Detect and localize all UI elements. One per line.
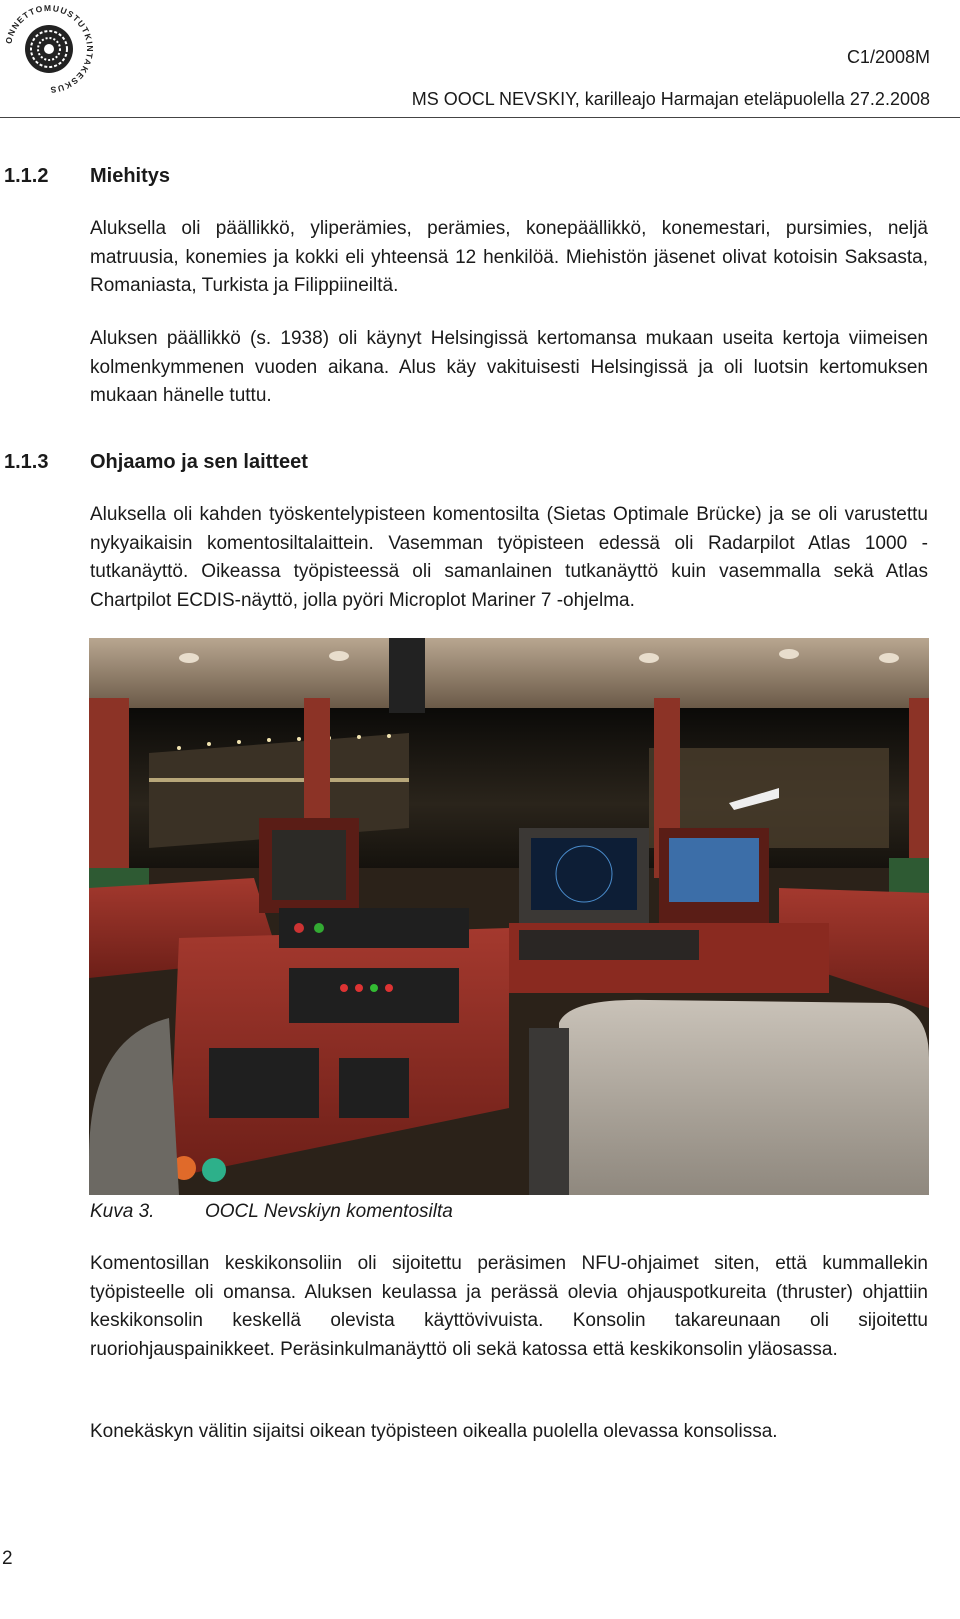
page-number: 2 — [2, 1548, 13, 1569]
figure-caption: OOCL Nevskiyn komentosilta — [205, 1201, 453, 1222]
section-title: Ohjaamo ja sen laitteet — [90, 451, 308, 473]
agency-logo — [0, 0, 98, 98]
paragraph: Komentosillan keskikonsoliin oli sijoitettu peräsimen NFU-ohjaimet siten, että kummallekin työpisteelle oli omansa. Aluksen keulassa ja perässä olevia ohjauspotkureita (thruster) ohjattiin keskikonsolin keskellä olevista käyttövivuista. Konsolin takareunaan oli sijoitettu ruoriohjauspainikkeet. Peräsinkulmanäyttö oli sekä katossa että keskikonsolin yläosassa. — [90, 1253, 928, 1360]
section-title: Miehitys — [90, 165, 171, 187]
figure-label: Kuva 3. — [90, 1201, 155, 1222]
svg-text:ONNETTOMUUSTUTKINTAKESKUS: ONNETTOMUUSTUTKINTAKESKUS — [3, 2, 96, 96]
bridge-photo — [89, 638, 929, 1195]
section-number: 1.1.2 — [4, 165, 49, 187]
section-number: 1.1.3 — [4, 451, 49, 473]
paragraph: Aluksella oli kahden työskentelypisteen komentosilta (Sietas Optimale Brücke) ja se oli varustettu nykyaikaisin komentosiltalaittein. Vasemman työpisteen edessä oli Radarpilot Atlas 1000 -tutkanäyttö. Oikeassa työpisteessä oli samanlainen tutkanäyttö kuin vasemmalla sekä Atlas Chartpilot ECDIS-näyttö, jolla pyöri Microplot Mariner 7 -ohjelma. — [90, 504, 928, 611]
header-divider — [0, 117, 960, 118]
document-code: C1/2008M — [846, 47, 930, 67]
paragraph: Aluksella oli päällikkö, yliperämies, perämies, konepäällikkö, konemestari, pursimies, neljä matruusia, konemies ja kokki eli yhteensä 12 henkilöä. Miehistön jäsenet olivat kotoisin Saksasta, Romaniasta, Turkista ja Filippiineiltä. — [90, 218, 928, 296]
paragraph: Aluksen päällikkö (s. 1938) oli käynyt Helsingissä kertomansa mukaan useita kertoja viimeisen kolmenkymmenen vuoden aikana. Alus käy vakituisesti Helsingissä ja oli luotsin kertomuksen mukaan hänelle tuttu. — [90, 328, 928, 406]
document-title: MS OOCL NEVSKIY, karilleajo Harmajan eteläpuolella 27.2.2008 — [411, 89, 930, 109]
paragraph: Konekäskyn välitin sijaitsi oikean työpisteen oikealla puolella olevassa konsolissa. — [90, 1421, 778, 1442]
